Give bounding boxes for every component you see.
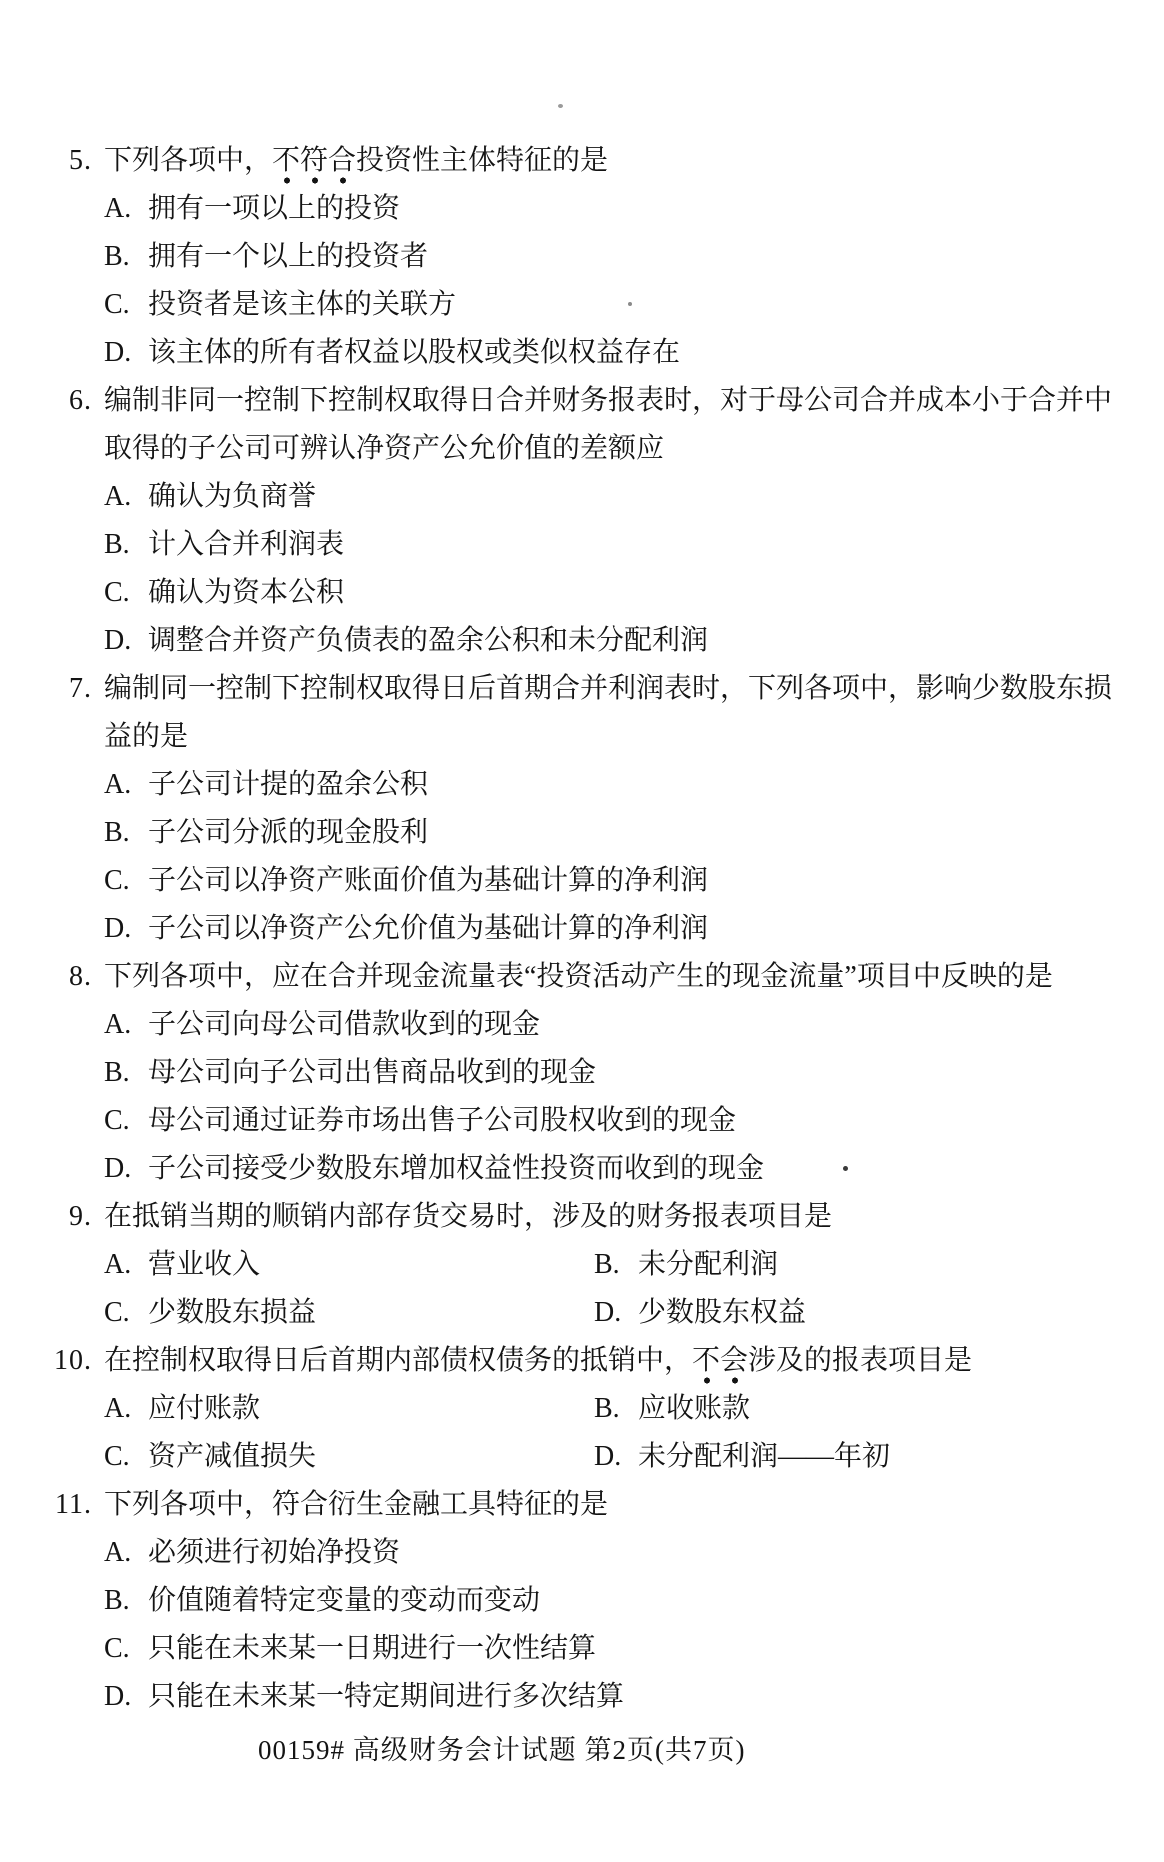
question-number: 6. [69,385,92,416]
option-text: 子公司以净资产公允价值为基础计算的净利润 [148,913,709,944]
option [104,193,400,224]
option-row [0,761,1164,809]
question-stem [104,1337,972,1385]
option [104,241,428,272]
option-label: A. [104,1249,132,1280]
stem-text: 编制非同一控制下控制权取得日合并财务报表时，对于母公司合并成本小于合并中 [104,385,1113,416]
question-stem-line [0,1193,1164,1241]
question-stem-line [0,1337,1164,1385]
scan-speck [628,302,632,306]
option-label: B. [594,1393,620,1424]
option-text: 确认为资本公积 [148,577,345,608]
option-label: C. [104,865,130,896]
option-text: 只能在未来某一特定期间进行多次结算 [148,1681,625,1712]
option-label: B. [104,817,130,848]
option-text: 投资者是该主体的关联方 [148,289,457,320]
option-label: D. [104,913,132,944]
option-label: A. [104,1009,132,1040]
stem-text: 益的是 [104,721,189,752]
option [104,913,708,944]
option-row [0,1577,1164,1625]
option-text: 子公司分派的现金股利 [148,817,429,848]
option-row [0,905,1164,953]
option-label: C. [104,577,130,608]
option-row [0,329,1164,377]
question [0,1193,1164,1337]
option-text: 少数股东损益 [148,1297,317,1328]
question-stem [104,1481,608,1529]
option-text: 未分配利润 [638,1249,779,1280]
option-row [0,1097,1164,1145]
option-label: B. [104,529,130,560]
question-stem-line [0,713,1164,761]
question-number: 10. [54,1345,92,1376]
option [104,1433,594,1481]
option-text: 子公司以净资产账面价值为基础计算的净利润 [148,865,709,896]
option [594,1297,806,1328]
option-label: A. [104,1537,132,1568]
option-label: A. [104,1393,132,1424]
option-label: C. [104,289,130,320]
question-number: 5. [69,145,92,176]
option [104,1633,596,1664]
option-text: 价值随着特定变量的变动而变动 [148,1585,541,1616]
option-text: 营业收入 [148,1249,261,1280]
question-stem-line [0,377,1164,425]
option [104,337,680,368]
option [594,1441,890,1472]
option-row [0,1241,1164,1289]
option [104,1585,540,1616]
option [104,769,428,800]
question-list [0,137,1164,1721]
question-stem-line [0,425,1164,473]
question [0,665,1164,953]
question-stem-line [0,1481,1164,1529]
option-text: 未分配利润——年初 [638,1441,891,1472]
question-number: 7. [69,673,92,704]
option-text: 调整合并资产负债表的盈余公积和未分配利润 [148,625,709,656]
question-stem-line [0,953,1164,1001]
stem-text: 投资性主体特征的是 [356,145,609,176]
option-text: 只能在未来某一日期进行一次性结算 [148,1633,597,1664]
option-label: A. [104,481,132,512]
scan-speck [843,1166,848,1171]
question [0,1337,1164,1481]
option-label: D. [104,625,132,656]
option-label: C. [104,1105,130,1136]
stem-text: 下列各项中，应在合并现金流量表“投资活动产生的现金流量”项目中反映的是 [104,961,1053,992]
question-stem [104,137,608,185]
option-row [0,569,1164,617]
option [104,625,708,656]
option-text: 必须进行初始净投资 [148,1537,401,1568]
stem-text: 下列各项中，符合衍生金融工具特征的是 [104,1489,609,1520]
option-row [0,185,1164,233]
option-label: C. [104,1633,130,1664]
question [0,377,1164,665]
option-row [0,521,1164,569]
stem-text: 在抵销当期的顺销内部存货交易时，涉及的财务报表项目是 [104,1201,833,1232]
option-label: B. [104,1057,130,1088]
option [104,1385,594,1433]
stem-text: 取得的子公司可辨认净资产公允价值的差额应 [104,433,665,464]
option [594,1249,778,1280]
emphasized-text: 不符合 [272,145,356,184]
option [104,529,344,560]
option-row [0,1001,1164,1049]
option-text: 确认为负商誉 [148,481,317,512]
question-stem [104,377,1112,425]
option-row [0,1289,1164,1337]
option-row [0,1433,1164,1481]
option-row [0,233,1164,281]
option-label: D. [594,1441,622,1472]
scan-speck [558,104,563,108]
option-label: C. [104,1297,130,1328]
option-row [0,1385,1164,1433]
option [594,1393,750,1424]
question-stem [104,1193,832,1241]
option-row [0,1529,1164,1577]
question [0,953,1164,1193]
option-row [0,857,1164,905]
question-number: 9. [69,1201,92,1232]
option-row [0,1049,1164,1097]
question-stem-line [0,137,1164,185]
option-text: 拥有一项以上的投资 [148,193,401,224]
stem-text: 编制同一控制下控制权取得日后首期合并利润表时，下列各项中，影响少数股东损 [104,673,1113,704]
page-footer: 00159# 高级财务会计试题 第2页(共7页) [258,1735,746,1765]
question-stem-line [0,665,1164,713]
option [104,577,344,608]
option-text: 子公司向母公司借款收到的现金 [148,1009,541,1040]
option-text: 母公司通过证券市场出售子公司股权收到的现金 [148,1105,737,1136]
option [104,1537,400,1568]
option [104,1105,736,1136]
option-text: 子公司计提的盈余公积 [148,769,429,800]
option-label: D. [104,337,132,368]
stem-text: 下列各项中， [104,145,273,176]
option-text: 子公司接受少数股东增加权益性投资而收到的现金 [148,1153,765,1184]
option-row [0,809,1164,857]
option-text: 应收账款 [638,1393,751,1424]
option [104,481,316,512]
option-text: 少数股东权益 [638,1297,807,1328]
option-row [0,1673,1164,1721]
option-text: 资产减值损失 [148,1441,317,1472]
option [104,1241,594,1289]
option-row [0,281,1164,329]
question-stem [104,953,1053,1001]
option-row [0,1625,1164,1673]
option [104,1057,596,1088]
question [0,1481,1164,1721]
option-label: B. [104,1585,130,1616]
option-label: B. [104,241,130,272]
question [0,137,1164,377]
option-text: 拥有一个以上的投资者 [148,241,429,272]
option-label: A. [104,769,132,800]
option [104,1009,540,1040]
option [104,1153,764,1184]
question-stem [104,665,1112,713]
option [104,289,456,320]
option-row [0,473,1164,521]
option [104,817,428,848]
option [104,1289,594,1337]
question-number: 8. [69,961,92,992]
option [104,865,708,896]
option [104,1681,624,1712]
emphasized-text: 不会 [692,1345,748,1384]
option-row [0,1145,1164,1193]
option-label: D. [594,1297,622,1328]
option-label: C. [104,1441,130,1472]
option-label: B. [594,1249,620,1280]
option-label: A. [104,193,132,224]
stem-text: 涉及的报表项目是 [748,1345,973,1376]
option-text: 该主体的所有者权益以股权或类似权益存在 [148,337,681,368]
option-label: D. [104,1153,132,1184]
option-row [0,617,1164,665]
stem-text: 在控制权取得日后首期内部债权债务的抵销中， [104,1345,693,1376]
option-text: 应付账款 [148,1393,261,1424]
option-label: D. [104,1681,132,1712]
option-text: 母公司向子公司出售商品收到的现金 [148,1057,597,1088]
option-text: 计入合并利润表 [148,529,345,560]
question-number: 11. [55,1489,92,1520]
